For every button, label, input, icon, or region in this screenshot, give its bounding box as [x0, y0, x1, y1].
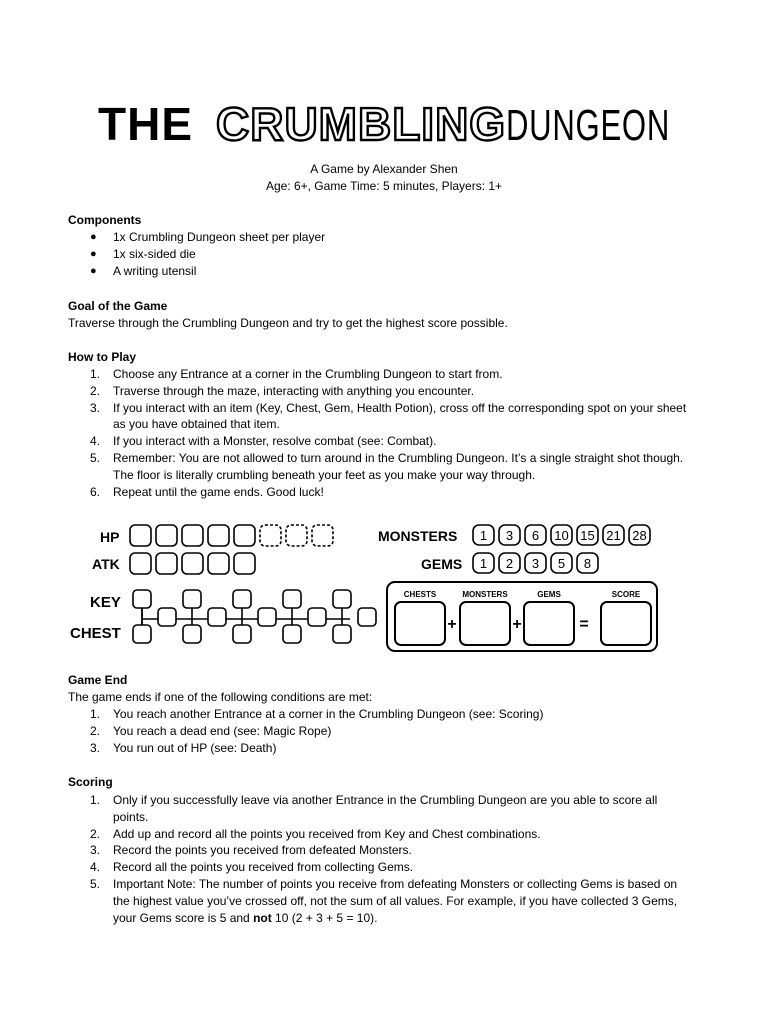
key-box [283, 590, 301, 608]
scoring-list [68, 792, 688, 926]
game-end-list [68, 706, 688, 756]
hp-box [234, 525, 255, 546]
list-item: 6. Repeat until the game ends. Good luck! [90, 484, 324, 499]
monster-value: 15 [580, 528, 595, 543]
hp-box [130, 525, 151, 546]
hp-track [130, 525, 333, 546]
gems-label: GEMS [421, 556, 463, 572]
score-header: SCORE [611, 590, 641, 599]
key-box [183, 590, 201, 608]
chest-box [258, 608, 276, 626]
monster-track [473, 525, 650, 545]
list-item: 4. Record all the points you received from collecting Gems. [90, 860, 414, 875]
gem-value: 2 [505, 556, 514, 571]
score-header: MONSTERS [462, 590, 508, 599]
title-dungeon: DUNGEON [506, 101, 670, 150]
goal-text: Traverse through the Crumbling Dungeon and try to get the highest score possible. [68, 316, 508, 330]
atk-box [182, 553, 203, 574]
score-panel [387, 582, 657, 651]
game-meta: Age: 6+, Game Time: 5 minutes, Players: 1+ [265, 179, 503, 193]
bullet-icon: ● [90, 247, 97, 260]
score-box [601, 602, 651, 645]
game-title [98, 98, 672, 154]
hp-box-bonus [286, 525, 307, 546]
key-label: KEY [90, 594, 121, 611]
chest-box [358, 608, 376, 626]
goal-heading: Goal of the Game [68, 299, 168, 313]
score-header: GEMS [537, 590, 561, 599]
chest-box [183, 625, 201, 643]
list-item: 4. If you interact with a Monster, resolve combat (see: Combat). [90, 434, 437, 449]
key-box [333, 590, 351, 608]
gem-value: 5 [557, 556, 566, 571]
how-to-play-list [68, 366, 688, 500]
key-box [133, 590, 151, 608]
how-to-play-heading: How to Play [68, 350, 137, 364]
chest-label: CHEST [70, 625, 121, 642]
hp-box-bonus [312, 525, 333, 546]
list-item: 5. Remember: You are not allowed to turn around in the Crumbling Dungeon. It’s a single straight shot though. The floor is literally crumbling beneath your feet as you make your way through. [90, 450, 684, 482]
hp-box [182, 525, 203, 546]
list-item: 2. Add up and record all the points you received from Key and Chest combinations. [90, 826, 541, 841]
list-item: ● 1x six-sided die [90, 246, 196, 261]
list-item: 5. Important Note: The number of points you receive from defeating Monsters or collecting Gems is based on the highest value you’ve crossed off, not the sum of all values. For example, if you have collected 3 Gems, your Gems score is 5 and not 10 (2 + 3 + 5 = 10). [90, 876, 678, 925]
gem-track [473, 553, 598, 573]
bullet-icon: ● [90, 264, 97, 277]
atk-label: ATK [92, 556, 120, 572]
bullet-icon: ● [90, 231, 97, 243]
monster-value: 1 [479, 528, 488, 543]
byline: A Game by Alexander Shen [310, 162, 458, 176]
title-crumbling: CRUMBLING [216, 98, 507, 150]
score-box [524, 602, 574, 645]
scoring-heading: Scoring [68, 775, 113, 789]
atk-box [156, 553, 177, 574]
list-item: 1. You reach another Entrance at a corner in the Crumbling Dungeon (see: Scoring) [90, 707, 544, 721]
gem-value: 1 [479, 556, 488, 571]
key-chest-tracker [133, 590, 376, 643]
atk-box [208, 553, 229, 574]
title-the: THE [98, 98, 193, 150]
list-item: ● 1x Crumbling Dungeon sheet per player [90, 230, 326, 244]
key-box [233, 590, 251, 608]
monsters-label: MONSTERS [378, 528, 458, 544]
gem-value: 3 [531, 556, 540, 571]
score-box [395, 602, 445, 645]
list-item: 3. If you interact with an item (Key, Chest, Gem, Health Potion), cross off the corresponding spot on your sheet as you have obtained that item. [90, 400, 687, 432]
monster-value: 21 [606, 528, 621, 543]
atk-box [130, 553, 151, 574]
monster-value: 10 [554, 528, 569, 543]
list-item: 3. You run out of HP (see: Death) [90, 740, 277, 755]
game-end-heading: Game End [68, 673, 128, 687]
list-item: ● A writing utensil [90, 263, 197, 278]
hp-label: HP [100, 529, 120, 545]
score-operator: = [579, 616, 589, 633]
monster-value: 28 [632, 528, 647, 543]
chest-box [133, 625, 151, 643]
list-item: 1. Only if you successfully leave via another Entrance in the Crumbling Dungeon are you able to score all points. [90, 793, 658, 824]
chest-box [308, 608, 326, 626]
game-end-intro: The game ends if one of the following conditions are met: [68, 690, 373, 704]
chest-box [333, 625, 351, 643]
hp-box [156, 525, 177, 546]
list-item: 2. Traverse through the maze, interacting with anything you encounter. [90, 383, 475, 398]
list-item: 3. Record the points you received from defeated Monsters. [90, 843, 412, 858]
emphasis-not: not [253, 910, 272, 925]
list-item: 1. Choose any Entrance at a corner in the Crumbling Dungeon to start from. [90, 367, 503, 381]
score-header: CHESTS [403, 590, 437, 599]
player-sheet [60, 515, 670, 655]
monster-value: 3 [505, 528, 514, 543]
chest-box [158, 608, 176, 626]
chest-box [283, 625, 301, 643]
hp-box [208, 525, 229, 546]
chest-box [233, 625, 251, 643]
atk-track [130, 553, 255, 574]
monster-value: 6 [531, 528, 540, 543]
hp-box-bonus [260, 525, 281, 546]
score-operator: + [447, 616, 457, 633]
score-box [460, 602, 510, 645]
gem-value: 8 [583, 556, 592, 571]
atk-box [234, 553, 255, 574]
components-list [68, 229, 688, 279]
score-operator: + [512, 616, 522, 633]
components-heading: Components [68, 213, 142, 227]
chest-box [208, 608, 226, 626]
list-item: 2. You reach a dead end (see: Magic Rope) [90, 723, 332, 738]
